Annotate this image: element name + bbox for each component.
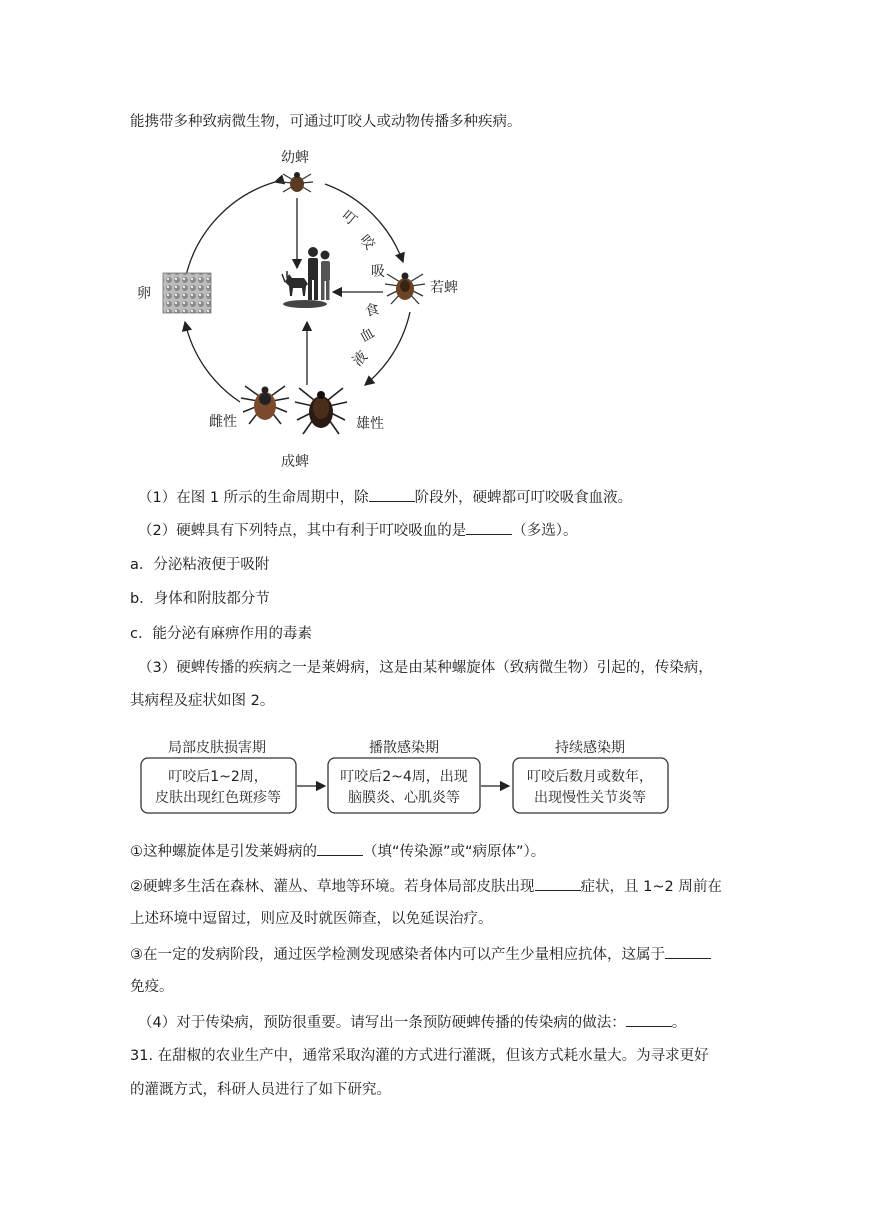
label-adult: 成蜱 (281, 454, 309, 470)
svg-text:咬: 咬 (356, 231, 378, 253)
label-egg: 卵 (137, 286, 151, 302)
question-4: （4）对于传染病，预防很重要。请写出一条预防硬蜱传播的传染病的做法： 。 (138, 1012, 686, 1033)
sub-question-3: ③在一定的发病阶段，通过医学检测发现感染者体内可以产生少量相应抗体，这属于 (130, 944, 711, 965)
nymph-tick-icon (385, 273, 425, 305)
lyme-disease-course-figure (135, 735, 675, 817)
sub-question-2-line-2: 上述环境中逗留过，则应及时就医筛查，以免延误治疗。 (130, 911, 493, 927)
svg-text:局部皮肤损害期: 局部皮肤损害期 (168, 740, 266, 756)
answer-blank-3[interactable] (317, 841, 363, 856)
svg-text:出现慢性关节炎等: 出现慢性关节炎等 (534, 790, 646, 806)
question-3-line-1: （3）硬蜱传播的疾病之一是莱姆病，这是由某种螺旋体（致病微生物）引起的，传染病， (138, 660, 713, 676)
tick-life-cycle-figure (125, 140, 485, 475)
arc-adult-to-egg (185, 322, 240, 402)
option-a: a．分泌粘液便于吸附 (130, 557, 270, 573)
svg-text:叮咬后数月或数年，: 叮咬后数月或数年， (527, 769, 653, 785)
svg-text:叮咬后2~4周，出现: 叮咬后2~4周，出现 (340, 769, 468, 785)
label-male: 雄性 (356, 416, 384, 432)
svg-text:叮咬后1~2周，: 叮咬后1~2周， (168, 769, 268, 785)
svg-text:皮肤出现红色斑疹等: 皮肤出现红色斑疹等 (155, 790, 281, 806)
svg-text:吸: 吸 (371, 264, 385, 280)
sub-question-2: ②硬蜱多生活在森林、灌丛、草地等环境。若身体局部皮肤出现 症状，且 1~2 周前在 (130, 876, 722, 897)
answer-blank-1[interactable] (369, 487, 415, 502)
sub-question-1: ①这种螺旋体是引发莱姆病的 （填“传染源”或“病原体”）。 (130, 841, 545, 862)
question-2: （2）硬蜱具有下列特点，其中有利于叮咬吸血的是 （多选）。 (138, 520, 577, 541)
phase-2 (328, 739, 480, 813)
answer-blank-6[interactable] (626, 1012, 672, 1027)
svg-text:食: 食 (363, 301, 382, 321)
bite-feed-label (339, 208, 385, 370)
arc-egg-to-larva (185, 182, 275, 280)
svg-text:血: 血 (357, 324, 378, 346)
svg-text:脑膜炎、心肌炎等: 脑膜炎、心肌炎等 (348, 790, 460, 806)
host-icon (282, 247, 330, 308)
sub-question-3-line-2: 免疫。 (130, 979, 174, 995)
svg-text:液: 液 (349, 348, 372, 370)
svg-text:叮: 叮 (338, 207, 360, 230)
svg-text:播散感染期: 播散感染期 (369, 740, 439, 756)
label-female: 雌性 (209, 414, 237, 430)
label-larva: 幼蜱 (281, 150, 309, 166)
question-3-line-2: 其病程及症状如图 2。 (130, 693, 275, 709)
answer-blank-2[interactable] (466, 520, 512, 535)
arc-nymph-to-adult (365, 312, 410, 385)
option-c: c．能分泌有麻痹作用的毒素 (130, 626, 312, 642)
phase-1 (141, 739, 296, 813)
question-31-line-2: 的灌溉方式，科研人员进行了如下研究。 (130, 1082, 391, 1098)
larva-tick-icon (281, 172, 313, 192)
phase-3 (513, 739, 668, 813)
option-b: b．身体和附肢都分节 (130, 591, 270, 607)
question-1: （1）在图 1 所示的生命周期中，除 阶段外，硬蜱都可叮咬吸食血液。 (138, 487, 632, 508)
female-tick-icon (241, 386, 289, 424)
question-31-line-1: 31. 在甜椒的农业生产中，通常采取沟灌的方式进行灌溉，但该方式耗水量大。为寻求更好 (130, 1048, 709, 1064)
answer-blank-5[interactable] (665, 944, 711, 959)
label-nymph: 若蜱 (430, 280, 458, 296)
intro-text: 能携带多种致病微生物，可通过叮咬人或动物传播多种疾病。 (130, 114, 522, 130)
answer-blank-4[interactable] (535, 876, 581, 891)
svg-text:持续感染期: 持续感染期 (555, 740, 625, 756)
male-tick-icon (295, 388, 347, 434)
egg-cluster-image (163, 273, 211, 313)
